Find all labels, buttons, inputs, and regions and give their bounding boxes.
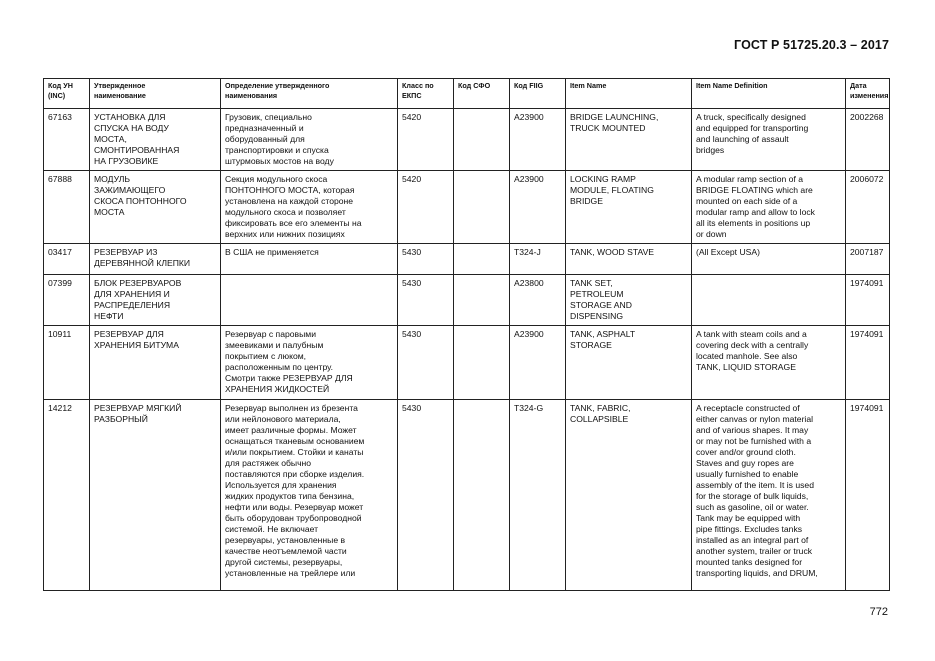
table-row: [44, 275, 890, 326]
header-date: Дата изменения: [846, 79, 890, 109]
table-row: [44, 244, 890, 275]
table-header-row: [44, 79, 890, 109]
header-item-name-definition: Item Name Definition: [692, 79, 846, 109]
cell-date: 2006072: [846, 171, 890, 244]
cell-fiig: A23800: [510, 275, 566, 326]
cell-inc: 67163: [44, 109, 90, 171]
document-title: ГОСТ Р 51725.20.3 – 2017: [734, 38, 889, 52]
cell-class: 5430: [398, 275, 454, 326]
header-definition: Определение утвержденного наименования: [221, 79, 398, 109]
cell-item-name: TANK, FABRIC, COLLAPSIBLE: [566, 400, 692, 591]
header-class: Класс по ЕКПС: [398, 79, 454, 109]
cell-fiig: A23900: [510, 326, 566, 400]
cell-date: 2007187: [846, 244, 890, 275]
cell-class: 5430: [398, 244, 454, 275]
cell-sfo: [454, 171, 510, 244]
cell-inc: 67888: [44, 171, 90, 244]
cell-fiig: T324-G: [510, 400, 566, 591]
cell-item-name-definition: A tank with steam coils and a covering deck with a centrally located manhole. See also TANK, LIQUID STORAGE: [692, 326, 846, 400]
cell-item-name: LOCKING RAMP MODULE, FLOATING BRIDGE: [566, 171, 692, 244]
cell-class: 5420: [398, 109, 454, 171]
cell-class: 5420: [398, 171, 454, 244]
cell-item-name-definition: A modular ramp section of a BRIDGE FLOATING which are mounted on each side of a modular ramp and allow to lock all its elements in positions up or down: [692, 171, 846, 244]
cell-item-name-definition: A truck, specifically designed and equipped for transporting and launching of assault bridges: [692, 109, 846, 171]
table-row: [44, 109, 890, 171]
cell-inc: 03417: [44, 244, 90, 275]
cell-sfo: [454, 244, 510, 275]
table-row: [44, 326, 890, 400]
cell-fiig: T324-J: [510, 244, 566, 275]
header-sfo: Код СФО: [454, 79, 510, 109]
cell-fiig: A23900: [510, 171, 566, 244]
cell-sfo: [454, 275, 510, 326]
page-number: 772: [869, 606, 888, 618]
cell-inc: 07399: [44, 275, 90, 326]
cell-definition: Резервуар с паровыми змеевиками и палубным покрытием с люком, расположенным по центру. Смотри также РЕЗЕРВУАР ДЛЯ ХРАНЕНИЯ ЖИДКОСТЕЙ: [221, 326, 398, 400]
cell-approved-name: РЕЗЕРВУАР МЯГКИЙ РАЗБОРНЫЙ: [90, 400, 221, 591]
cell-date: 1974091: [846, 275, 890, 326]
cell-definition: Резервуар выполнен из брезента или нейлонового материала, имеет различные формы. Может оснащаться тканевым основанием и/или покрытием. Стойки и канаты для растяжек обычно поставляются при сборке изделия. Используется для хранения жидких продуктов типа бензина, нефти или воды. Резервуар может быть оборудован трубопроводной системой. Не включает резервуары, установленные в качестве неотъемлемой части другой системы, резервуары, установленные на трейлере или: [221, 400, 398, 591]
cell-date: 2002268: [846, 109, 890, 171]
cell-definition: Секция модульного скоса ПОНТОННОГО МОСТА, которая установлена на каждой стороне модульного скоса и позволяет фиксировать все его элементы на верхних или нижних позициях: [221, 171, 398, 244]
cell-item-name: BRIDGE LAUNCHING, TRUCK MOUNTED: [566, 109, 692, 171]
cell-definition: Грузовик, специально предназначенный и оборудованный для транспортировки и спуска штурмовых мостов на воду: [221, 109, 398, 171]
cell-sfo: [454, 400, 510, 591]
cell-definition: В США не применяется: [221, 244, 398, 275]
cell-sfo: [454, 109, 510, 171]
cell-approved-name: УСТАНОВКА ДЛЯ СПУСКА НА ВОДУ МОСТА, СМОНТИРОВАННАЯ НА ГРУЗОВИКЕ: [90, 109, 221, 171]
item-registry-table: [43, 78, 890, 591]
table-row: [44, 400, 890, 591]
header-approved-name: Утвержденное наименование: [90, 79, 221, 109]
header-item-name: Item Name: [566, 79, 692, 109]
cell-definition: [221, 275, 398, 326]
cell-item-name: TANK SET, PETROLEUM STORAGE AND DISPENSING: [566, 275, 692, 326]
cell-inc: 10911: [44, 326, 90, 400]
cell-sfo: [454, 326, 510, 400]
cell-item-name-definition: A receptacle constructed of either canvas or nylon material and of various shapes. It may or may not be furnished with a cover and/or ground cloth. Staves and guy ropes are usually furnished to enable assembly of the item. It is used for the storage of bulk liquids, such as gasoline, oil or water. Tank may be equipped with pipe fittings. Excludes tanks installed as an integral part of another system, trailer or truck mounted tanks designed for transporting liquids, and DRUM,: [692, 400, 846, 591]
cell-approved-name: БЛОК РЕЗЕРВУАРОВ ДЛЯ ХРАНЕНИЯ И РАСПРЕДЕЛЕНИЯ НЕФТИ: [90, 275, 221, 326]
cell-date: 1974091: [846, 400, 890, 591]
cell-item-name-definition: (All Except USA): [692, 244, 846, 275]
table-row: [44, 171, 890, 244]
cell-fiig: A23900: [510, 109, 566, 171]
header-fiig: Код FIIG: [510, 79, 566, 109]
cell-class: 5430: [398, 400, 454, 591]
cell-inc: 14212: [44, 400, 90, 591]
cell-class: 5430: [398, 326, 454, 400]
header-inc: Код УН (INC): [44, 79, 90, 109]
cell-item-name: TANK, WOOD STAVE: [566, 244, 692, 275]
cell-approved-name: РЕЗЕРВУАР ИЗ ДЕРЕВЯННОЙ КЛЕПКИ: [90, 244, 221, 275]
cell-approved-name: РЕЗЕРВУАР ДЛЯ ХРАНЕНИЯ БИТУМА: [90, 326, 221, 400]
cell-approved-name: МОДУЛЬ ЗАЖИМАЮЩЕГО СКОСА ПОНТОННОГО МОСТА: [90, 171, 221, 244]
cell-item-name-definition: [692, 275, 846, 326]
cell-item-name: TANK, ASPHALT STORAGE: [566, 326, 692, 400]
cell-date: 1974091: [846, 326, 890, 400]
